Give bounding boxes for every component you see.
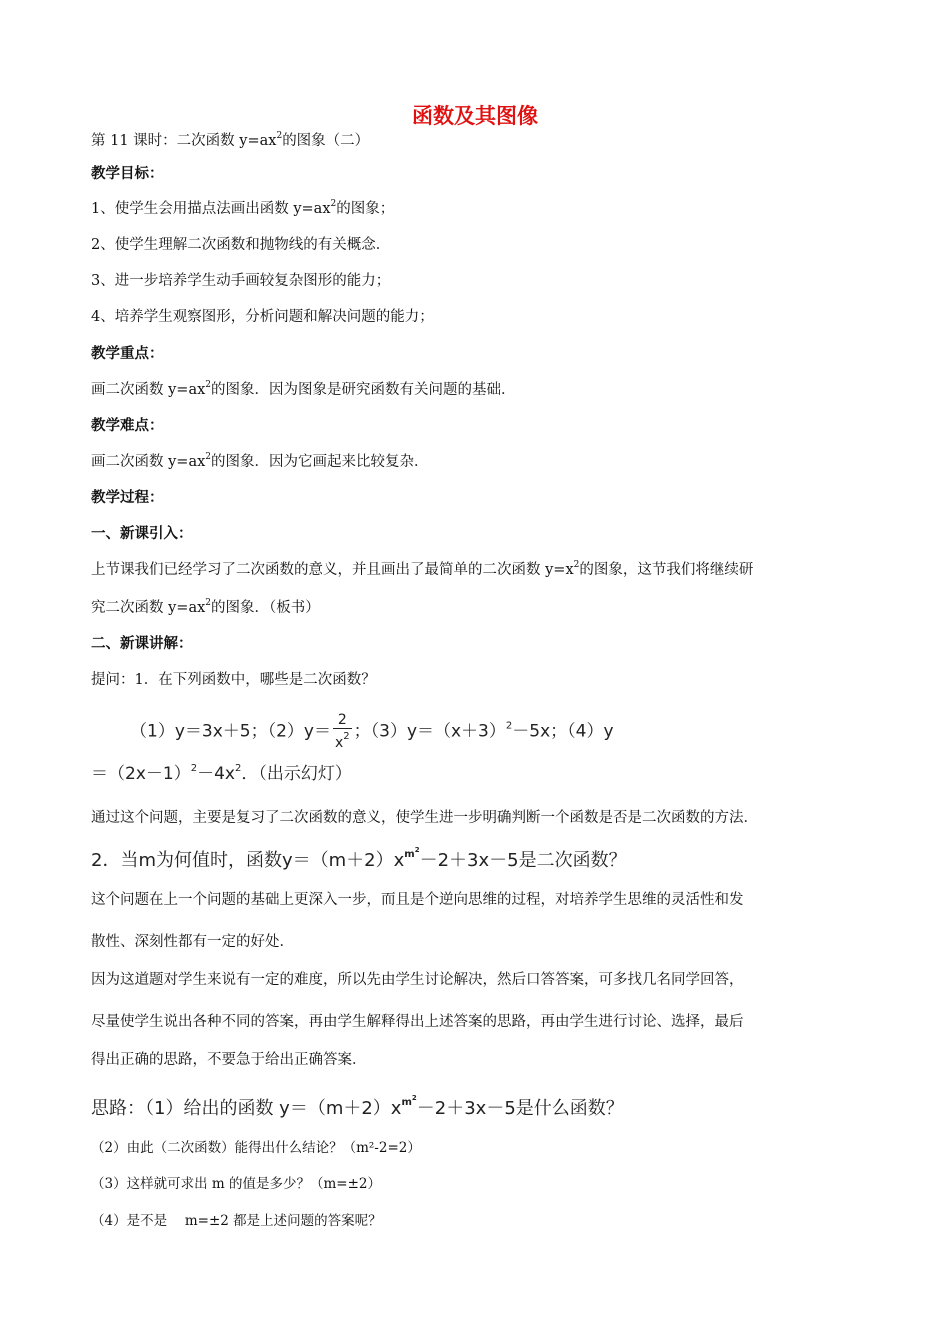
part2-heading: 二、新课讲解： <box>91 636 193 652</box>
idea-line <box>91 1094 624 1120</box>
paragraph-3-line-1: 因为这道题对学生来说有一定的难度，所以先由学生讨论解决，然后口答答案，可多找几名同学回答， <box>91 972 744 988</box>
goal-item-1-text: 1、使学生会用描点法画出函数 y=ax <box>91 201 331 217</box>
difficulty-text-b: 的图象．因为它画起来比较复杂． <box>211 454 429 470</box>
process-heading: 教学过程： <box>91 490 164 506</box>
part1-line-2-sup: 2 <box>205 598 212 608</box>
idea-exponent: m2 <box>401 1094 417 1108</box>
question-1: 提问：1．在下列函数中，哪些是二次函数？ <box>91 672 376 688</box>
goal-item-2: 2、使学生理解二次函数和抛物线的有关概念． <box>91 237 391 253</box>
difficulty-text-a: 画二次函数 y=ax <box>91 454 206 470</box>
step-4: （4）是不是 m=±2 都是上述问题的答案呢？ <box>91 1213 382 1229</box>
q2-exponent: m2 <box>404 846 420 860</box>
q2-a: 2．当m为何值时，函数y＝（m＋2）x <box>91 850 405 871</box>
paragraph-2-line-2: 散性、深刻性都有一定的好处． <box>91 934 294 950</box>
step-3: （3）这样就可求出 m 的值是多少？（m=±2） <box>91 1176 381 1192</box>
equation-line-2 <box>91 759 352 784</box>
eq2-sup-2: 2 <box>234 763 242 774</box>
paragraph-3-line-2: 尽量使学生说出各种不同的答案，再由学生解释得出上述答案的思路，再由学生进行讨论、选择，最后 <box>91 1014 744 1030</box>
q2-b: －2＋3x－5是二次函数？ <box>419 850 627 871</box>
goal-item-1-sup: 2 <box>330 199 337 209</box>
lesson-sup: 2 <box>276 131 283 141</box>
key-text-b: 的图象．因为图象是研究函数有关问题的基础． <box>211 382 516 398</box>
idea-a: 思路：（1）给出的函数 y＝（m＋2）x <box>91 1098 402 1119</box>
eq1-fraction <box>333 712 352 751</box>
eq2-a: ＝（2x－1） <box>91 764 191 784</box>
goals-heading: 教学目标： <box>91 166 164 182</box>
equation-line-1 <box>130 712 614 751</box>
eq1-denominator: $x^2$ <box>334 731 350 751</box>
eq1-c: －5x；（4）y <box>512 721 614 742</box>
difficulty-text <box>91 452 429 472</box>
key-text <box>91 380 516 400</box>
step-2: （2）由此（二次函数）能得出什么结论？（m²-2=2） <box>91 1140 421 1156</box>
part1-line-1 <box>91 560 753 580</box>
part1-line-1-b: 的图象，这节我们将继续研 <box>579 562 754 578</box>
paragraph-1: 通过这个问题，主要是复习了二次函数的意义，使学生进一步明确判断一个函数是否是二次函数的方法． <box>91 810 758 826</box>
key-heading: 教学重点： <box>91 346 164 362</box>
eq2-sup: 2 <box>190 763 198 774</box>
eq2-b: －4x <box>197 764 235 784</box>
eq1-b: ；（3）y＝（x＋3） <box>353 721 506 742</box>
goal-item-4: 4、培养学生观察图形，分析问题和解决问题的能力； <box>91 309 434 325</box>
eq2-c: ．（出示幻灯） <box>241 764 352 784</box>
idea-exp-m: m <box>401 1097 412 1108</box>
part1-line-2-b: 的图象．（板书） <box>211 600 320 616</box>
eq1-sup: 2 <box>505 720 513 732</box>
lesson-line <box>91 131 369 151</box>
paragraph-2-line-1: 这个问题在上一个问题的基础上更深入一步，而且是个逆向思维的过程，对培养学生思维的灵活性和发 <box>91 892 744 908</box>
paragraph-3-line-3: 得出正确的思路，不要急于给出正确答案． <box>91 1052 367 1068</box>
key-text-a: 画二次函数 y=ax <box>91 382 206 398</box>
goal-item-1 <box>91 199 394 219</box>
part1-line-1-sup: 2 <box>573 560 580 570</box>
key-sup: 2 <box>205 380 212 390</box>
lesson-suffix: 的图象（二） <box>282 133 370 149</box>
part1-line-1-a: 上节课我们已经学习了二次函数的意义，并且画出了最简单的二次函数 y=x <box>91 562 574 578</box>
part1-heading: 一、新课引入： <box>91 526 193 542</box>
eq1-a: （1）y＝3x＋5；（2）y＝ <box>130 721 331 742</box>
part1-line-2-a: 究二次函数 y=ax <box>91 600 206 616</box>
eq1-numerator: 2 <box>333 712 352 729</box>
goal-item-1-end: 的图象； <box>336 201 395 217</box>
q2-exp-m: m <box>404 849 415 860</box>
part1-line-2 <box>91 598 320 618</box>
lesson-prefix: 第 11 课时：二次函数 y=ax <box>91 133 277 149</box>
question-2 <box>91 846 627 872</box>
idea-b: －2＋3x－5是什么函数？ <box>416 1098 624 1119</box>
eq1-den-x: x <box>334 735 344 751</box>
goal-item-3: 3、进一步培养学生动手画较复杂图形的能力； <box>91 273 391 289</box>
document-title: 函数及其图像 <box>412 104 538 128</box>
difficulty-sup: 2 <box>205 452 212 462</box>
difficulty-heading: 教学难点： <box>91 418 164 434</box>
